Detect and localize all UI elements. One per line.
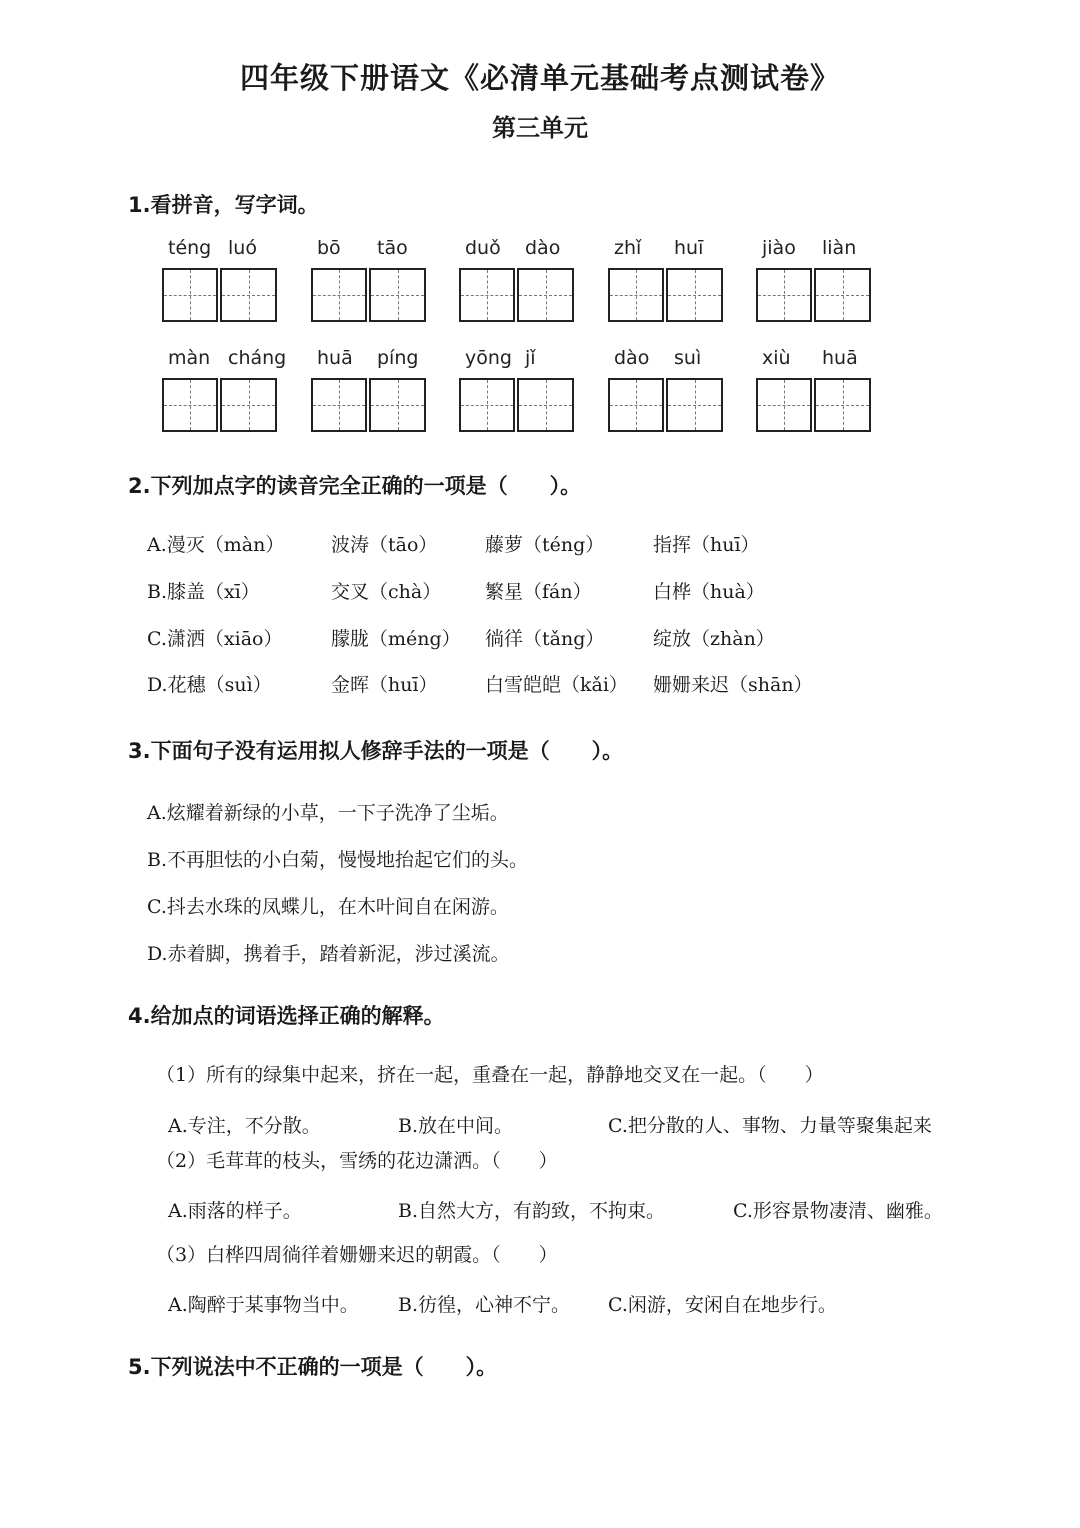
q4-item-2-option-a: A.雨落的样子。 [168, 1200, 302, 1222]
pinyin-label: huī [674, 237, 704, 259]
pinyin-label: tāo [377, 237, 408, 259]
q4-item-1-option-a: A.专注，不分散。 [168, 1115, 321, 1137]
q3-heading: 3.下面句子没有运用拟人修辞手法的一项是（ ）。 [128, 739, 624, 763]
q1-heading: 1.看拼音，写字词。 [128, 193, 319, 217]
writing-cell[interactable] [756, 378, 812, 432]
writing-cell[interactable] [814, 268, 871, 322]
writing-grid[interactable] [311, 378, 426, 432]
page-title: 四年级下册语文《必清单元基础考点测试卷》 [239, 61, 840, 95]
writing-cell[interactable] [369, 378, 426, 432]
pinyin-label: jǐ [525, 347, 536, 369]
q3-option-c: C.抖去水珠的凤蝶儿，在木叶间自在闲游。 [147, 896, 509, 918]
q2-option-cell: B.膝盖（xī） [147, 581, 260, 603]
writing-grid[interactable] [756, 268, 871, 322]
pinyin-label: xiù [762, 347, 791, 369]
q2-option-cell: 朦胧（méng） [331, 628, 461, 650]
q3-option-b: B.不再胆怯的小白菊，慢慢地抬起它们的头。 [147, 849, 529, 871]
writing-cell[interactable] [162, 268, 218, 322]
q4-item-2-stem: （2）毛茸茸的枝头，雪绣的花边潇洒。（ ） [156, 1150, 558, 1172]
q3-option-d: D.赤着脚，携着手，踏着新泥，涉过溪流。 [147, 943, 510, 965]
writing-cell[interactable] [162, 378, 218, 432]
writing-cell[interactable] [666, 268, 723, 322]
q2-option-cell: 藤萝（téng） [485, 534, 605, 556]
q2-option-cell: 姗姗来迟（shān） [653, 674, 813, 696]
pinyin-label: téng [168, 237, 212, 259]
writing-grid[interactable] [459, 268, 574, 322]
q4-heading: 4.给加点的词语选择正确的解释。 [128, 1004, 445, 1028]
q4-item-3-option-c: C.闲游，安闲自在地步行。 [608, 1294, 837, 1316]
pinyin-label: luó [228, 237, 257, 259]
q4-item-3-option-a: A.陶醉于某事物当中。 [168, 1294, 359, 1316]
writing-cell[interactable] [220, 268, 277, 322]
writing-cell[interactable] [756, 268, 812, 322]
writing-cell[interactable] [814, 378, 871, 432]
q2-option-cell: A.漫灭（màn） [147, 534, 285, 556]
q5-heading: 5.下列说法中不正确的一项是（ ）。 [128, 1355, 498, 1379]
writing-grid[interactable] [162, 268, 277, 322]
q3-option-a: A.炫耀着新绿的小草，一下子洗净了尘垢。 [147, 802, 509, 824]
pinyin-label: jiào [762, 237, 796, 259]
writing-cell[interactable] [608, 378, 664, 432]
writing-grid[interactable] [162, 378, 277, 432]
pinyin-label: yōng [465, 347, 512, 369]
writing-cell[interactable] [459, 378, 515, 432]
pinyin-label: suì [674, 347, 702, 369]
writing-grid[interactable] [311, 268, 426, 322]
writing-cell[interactable] [220, 378, 277, 432]
unit-subtitle: 第三单元 [492, 114, 588, 142]
q2-option-cell: 指挥（huī） [653, 534, 760, 556]
writing-cell[interactable] [369, 268, 426, 322]
q4-item-2-option-b: B.自然大方，有韵致，不拘束。 [398, 1200, 666, 1222]
pinyin-label: dào [525, 237, 561, 259]
q2-option-cell: 波涛（tāo） [331, 534, 438, 556]
q4-item-2-option-c: C.形容景物凄清、幽雅。 [733, 1200, 943, 1222]
pinyin-label: zhǐ [614, 237, 642, 259]
writing-cell[interactable] [517, 378, 574, 432]
q2-option-cell: 白雪皑皑（kǎi） [485, 674, 628, 696]
writing-grid[interactable] [608, 268, 723, 322]
writing-cell[interactable] [459, 268, 515, 322]
q2-option-cell: 繁星（fán） [485, 581, 592, 603]
q4-item-3-stem: （3）白桦四周徜徉着姗姗来迟的朝霞。（ ） [156, 1244, 558, 1266]
pinyin-label: duǒ [465, 237, 501, 259]
pinyin-label: cháng [228, 347, 287, 369]
pinyin-label: dào [614, 347, 650, 369]
writing-cell[interactable] [311, 268, 367, 322]
pinyin-label: bō [317, 237, 341, 259]
writing-grid[interactable] [608, 378, 723, 432]
writing-cell[interactable] [517, 268, 574, 322]
writing-cell[interactable] [608, 268, 664, 322]
writing-cell[interactable] [666, 378, 723, 432]
q2-option-cell: 徜徉（tǎng） [485, 628, 605, 650]
q4-item-1-option-b: B.放在中间。 [398, 1115, 514, 1137]
pinyin-label: huā [317, 347, 353, 369]
writing-cell[interactable] [311, 378, 367, 432]
writing-grid[interactable] [459, 378, 574, 432]
writing-grid[interactable] [756, 378, 871, 432]
q2-option-cell: 交叉（chà） [331, 581, 442, 603]
q2-option-cell: 金晖（huī） [331, 674, 438, 696]
q4-item-3-option-b: B.彷徨，心神不宁。 [398, 1294, 571, 1316]
q4-item-1-stem: （1）所有的绿集中起来，挤在一起，重叠在一起，静静地交叉在一起。（ ） [156, 1064, 824, 1086]
pinyin-label: píng [377, 347, 419, 369]
q2-heading: 2.下列加点字的读音完全正确的一项是（ ）。 [128, 474, 582, 498]
q2-option-cell: 白桦（huà） [653, 581, 765, 603]
pinyin-label: màn [168, 347, 211, 369]
q4-item-1-option-c: C.把分散的人、事物、力量等聚集起来 [608, 1115, 932, 1133]
q2-option-cell: C.潇洒（xiāo） [147, 628, 283, 650]
pinyin-label: huā [822, 347, 858, 369]
q2-option-cell: D.花穗（suì） [147, 674, 272, 696]
q2-option-cell: 绽放（zhàn） [653, 628, 775, 650]
pinyin-label: liàn [822, 237, 857, 259]
